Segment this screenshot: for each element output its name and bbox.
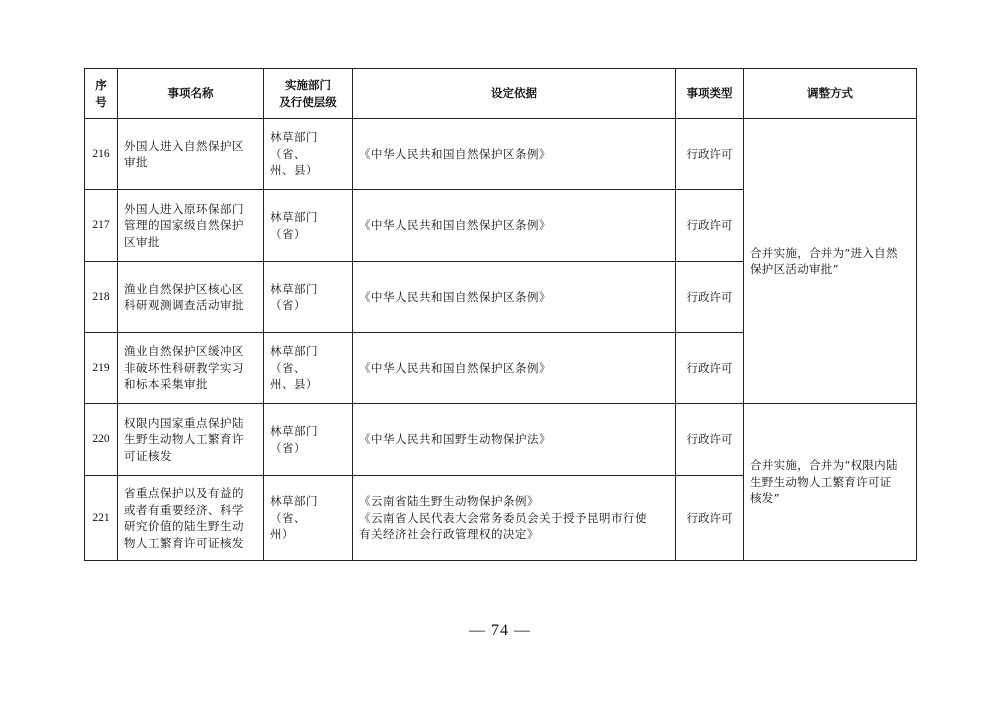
row-department: 林草部门（省、 州、县） (264, 333, 353, 404)
row-item-name: 省重点保护以及有益的 或者有重要经济、科学 研究价值的陆生野生动 物人工繁育许可证核发 (118, 476, 264, 561)
row-legal-basis: 《中华人民共和国自然保护区条例》 (353, 262, 676, 333)
row-legal-basis: 《中华人民共和国自然保护区条例》 (353, 333, 676, 404)
row-item-type: 行政许可 (676, 119, 744, 190)
row-legal-basis: 《中华人民共和国野生动物保护法》 (353, 404, 676, 476)
row-legal-basis: 《中华人民共和国自然保护区条例》 (353, 119, 676, 190)
row-serial-number: 216 (85, 119, 118, 190)
table-header-row (85, 69, 917, 119)
row-department: 林草部门（省、 州） (264, 476, 353, 561)
row-item-name: 渔业自然保护区缓冲区 非破坏性科研教学实习 和标本采集审批 (118, 333, 264, 404)
row-item-type: 行政许可 (676, 476, 744, 561)
row-item-type: 行政许可 (676, 262, 744, 333)
row-adjustment-method: 合并实施，合并为“权限内陆 生野生动物人工繁育许可证 核发” (744, 404, 917, 561)
table-row (85, 119, 917, 190)
header-item-name: 事项名称 (118, 69, 264, 119)
row-department: 林草部门（省、 州、县） (264, 119, 353, 190)
header-department: 实施部门 及行使层级 (264, 69, 353, 119)
row-serial-number: 217 (85, 190, 118, 262)
table-row (85, 404, 917, 476)
header-legal-basis: 设定依据 (353, 69, 676, 119)
row-legal-basis: 《中华人民共和国自然保护区条例》 (353, 190, 676, 262)
header-item-type: 事项类型 (676, 69, 744, 119)
row-item-type: 行政许可 (676, 333, 744, 404)
row-department: 林草部门（省） (264, 190, 353, 262)
row-item-type: 行政许可 (676, 190, 744, 262)
row-department: 林草部门（省） (264, 262, 353, 333)
header-adjustment-method: 调整方式 (744, 69, 917, 119)
row-serial-number: 219 (85, 333, 118, 404)
row-department: 林草部门（省） (264, 404, 353, 476)
row-item-name: 渔业自然保护区核心区 科研观测调查活动审批 (118, 262, 264, 333)
row-item-type: 行政许可 (676, 404, 744, 476)
row-serial-number: 218 (85, 262, 118, 333)
row-serial-number: 220 (85, 404, 118, 476)
row-item-name: 外国人进入自然保护区 审批 (118, 119, 264, 190)
row-adjustment-method: 合并实施，合并为“进入自然 保护区活动审批” (744, 119, 917, 404)
row-serial-number: 221 (85, 476, 118, 561)
approval-items-table (84, 68, 917, 561)
page-number: — 74 — (469, 622, 531, 639)
row-legal-basis: 《云南省陆生野生动物保护条例》 《云南省人民代表大会常务委员会关于授予昆明市行使 有关经济社会行政管理权的决定》 (353, 476, 676, 561)
row-item-name: 外国人进入原环保部门 管理的国家级自然保护 区审批 (118, 190, 264, 262)
header-serial-number: 序 号 (85, 69, 118, 119)
row-item-name: 权限内国家重点保护陆 生野生动物人工繁育许 可证核发 (118, 404, 264, 476)
